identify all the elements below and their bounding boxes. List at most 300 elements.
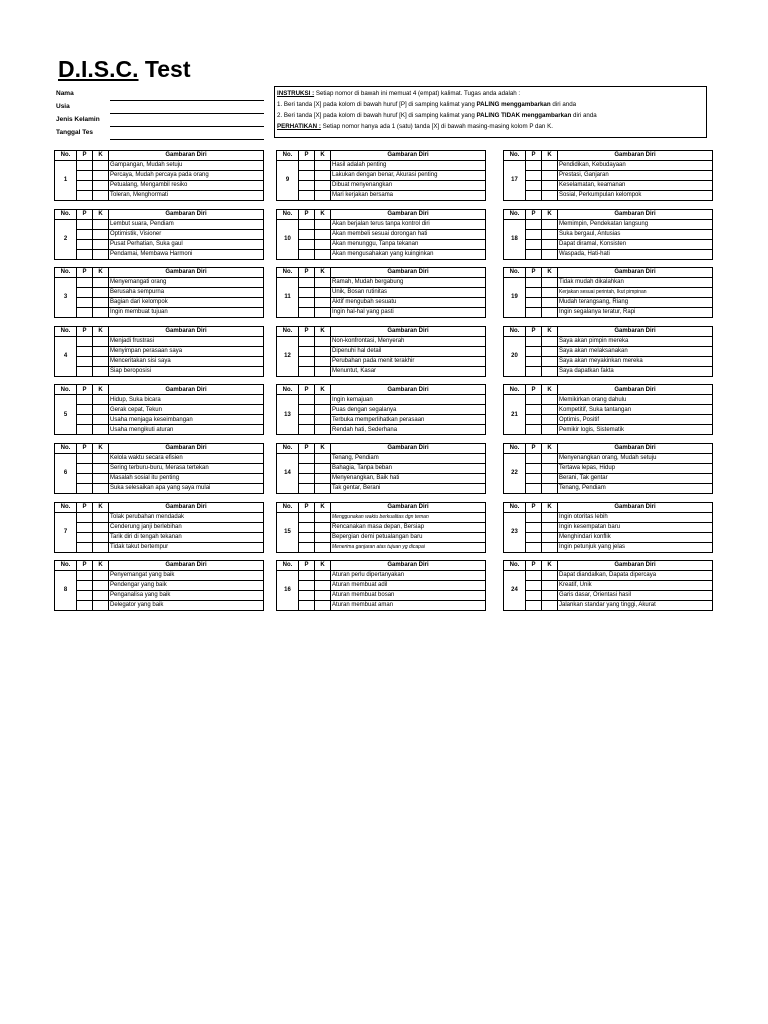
description-header: Gambaran Diri xyxy=(109,385,264,395)
p-checkbox[interactable] xyxy=(77,454,93,464)
k-checkbox[interactable] xyxy=(315,601,331,611)
p-checkbox[interactable] xyxy=(526,239,542,249)
p-checkbox[interactable] xyxy=(526,278,542,288)
k-checkbox[interactable] xyxy=(542,308,558,318)
k-checkbox[interactable] xyxy=(542,346,558,356)
k-checkbox[interactable] xyxy=(315,191,331,201)
statement-row xyxy=(504,454,713,464)
k-checkbox[interactable] xyxy=(315,229,331,239)
k-checkbox[interactable] xyxy=(542,512,558,522)
p-checkbox[interactable] xyxy=(77,581,93,591)
k-header: K xyxy=(93,502,109,512)
k-checkbox[interactable] xyxy=(93,405,109,415)
p-checkbox[interactable] xyxy=(77,366,93,376)
no-header: No. xyxy=(277,151,299,161)
k-checkbox[interactable] xyxy=(542,278,558,288)
question-number: 13 xyxy=(277,395,299,435)
p-checkbox[interactable] xyxy=(526,219,542,229)
statement-row xyxy=(55,219,264,229)
k-checkbox[interactable] xyxy=(315,581,331,591)
statement-text: Masalah sosial itu penting xyxy=(109,474,264,484)
k-checkbox[interactable] xyxy=(93,336,109,346)
no-header: No. xyxy=(55,444,77,454)
k-checkbox[interactable] xyxy=(315,336,331,346)
statement-text: Terbuka memperlihatkan perasaan xyxy=(331,415,486,425)
p-checkbox[interactable] xyxy=(77,239,93,249)
k-checkbox[interactable] xyxy=(542,366,558,376)
k-checkbox[interactable] xyxy=(315,356,331,366)
statement-row xyxy=(504,601,713,611)
statement-row xyxy=(55,191,264,201)
p-checkbox[interactable] xyxy=(526,522,542,532)
k-checkbox[interactable] xyxy=(542,191,558,201)
p-checkbox[interactable] xyxy=(299,308,315,318)
p-checkbox[interactable] xyxy=(526,298,542,308)
question-number: 12 xyxy=(277,336,299,376)
k-checkbox[interactable] xyxy=(315,512,331,522)
p-checkbox[interactable] xyxy=(526,346,542,356)
k-checkbox[interactable] xyxy=(542,581,558,591)
description-header: Gambaran Diri xyxy=(558,444,713,454)
no-header: No. xyxy=(277,385,299,395)
statement-row xyxy=(504,288,713,298)
p-checkbox[interactable] xyxy=(299,522,315,532)
question-block xyxy=(503,209,713,260)
k-checkbox[interactable] xyxy=(93,542,109,552)
p-checkbox[interactable] xyxy=(526,161,542,171)
p-checkbox[interactable] xyxy=(77,181,93,191)
p-checkbox[interactable] xyxy=(77,219,93,229)
p-checkbox[interactable] xyxy=(299,239,315,249)
name-row xyxy=(56,90,264,103)
question-block xyxy=(276,209,486,260)
statement-text: Ingin kemajuan xyxy=(331,395,486,405)
k-checkbox[interactable] xyxy=(315,249,331,259)
p-header: P xyxy=(299,151,315,161)
p-checkbox[interactable] xyxy=(77,425,93,435)
k-checkbox[interactable] xyxy=(542,298,558,308)
k-checkbox[interactable] xyxy=(315,395,331,405)
k-checkbox[interactable] xyxy=(93,181,109,191)
p-checkbox[interactable] xyxy=(526,532,542,542)
k-checkbox[interactable] xyxy=(315,308,331,318)
k-checkbox[interactable] xyxy=(93,601,109,611)
k-checkbox[interactable] xyxy=(93,464,109,474)
k-checkbox[interactable] xyxy=(542,415,558,425)
k-checkbox[interactable] xyxy=(315,571,331,581)
statement-row xyxy=(277,542,486,552)
statement-row xyxy=(55,278,264,288)
p-checkbox[interactable] xyxy=(77,405,93,415)
question-block xyxy=(54,267,264,318)
k-checkbox[interactable] xyxy=(93,356,109,366)
p-checkbox[interactable] xyxy=(526,425,542,435)
instructions-box xyxy=(274,86,707,138)
statement-row xyxy=(277,484,486,494)
p-checkbox[interactable] xyxy=(77,522,93,532)
k-checkbox[interactable] xyxy=(93,454,109,464)
k-checkbox[interactable] xyxy=(315,288,331,298)
p-checkbox[interactable] xyxy=(299,229,315,239)
k-checkbox[interactable] xyxy=(315,532,331,542)
statement-row xyxy=(504,532,713,542)
p-checkbox[interactable] xyxy=(299,542,315,552)
statement-row xyxy=(55,484,264,494)
p-header: P xyxy=(526,151,542,161)
k-checkbox[interactable] xyxy=(315,239,331,249)
p-checkbox[interactable] xyxy=(77,336,93,346)
p-checkbox[interactable] xyxy=(77,474,93,484)
k-checkbox[interactable] xyxy=(93,425,109,435)
statement-text: Dibuat menyenangkan xyxy=(331,181,486,191)
statement-text: Tolak perubahan mendadak xyxy=(109,512,264,522)
k-checkbox[interactable] xyxy=(315,454,331,464)
description-header: Gambaran Diri xyxy=(331,444,486,454)
k-checkbox[interactable] xyxy=(93,298,109,308)
p-checkbox[interactable] xyxy=(77,249,93,259)
p-checkbox[interactable] xyxy=(77,278,93,288)
k-checkbox[interactable] xyxy=(315,464,331,474)
k-checkbox[interactable] xyxy=(542,336,558,346)
k-checkbox[interactable] xyxy=(542,532,558,542)
p-checkbox[interactable] xyxy=(526,249,542,259)
statement-text: Ingin segalanya teratur, Rapi xyxy=(558,308,713,318)
p-checkbox[interactable] xyxy=(299,405,315,415)
p-checkbox[interactable] xyxy=(299,191,315,201)
k-checkbox[interactable] xyxy=(542,464,558,474)
k-checkbox[interactable] xyxy=(542,161,558,171)
p-checkbox[interactable] xyxy=(526,415,542,425)
no-header: No. xyxy=(504,268,526,278)
statement-text: Toleran, Menghormati xyxy=(109,191,264,201)
statement-text: Memimpin, Pendekatan langsung xyxy=(558,219,713,229)
k-checkbox[interactable] xyxy=(542,288,558,298)
p-checkbox[interactable] xyxy=(299,171,315,181)
p-checkbox[interactable] xyxy=(299,474,315,484)
p-checkbox[interactable] xyxy=(526,336,542,346)
no-header: No. xyxy=(277,326,299,336)
instruction-line: 2. Beri tanda [X] pada kolom di bawah huruf [K] di samping kalimat yang PALING TIDAK menggambarkan diri anda xyxy=(277,112,597,119)
statement-row xyxy=(277,298,486,308)
p-checkbox[interactable] xyxy=(299,464,315,474)
description-header: Gambaran Diri xyxy=(109,561,264,571)
p-checkbox[interactable] xyxy=(299,395,315,405)
k-checkbox[interactable] xyxy=(93,591,109,601)
p-checkbox[interactable] xyxy=(77,542,93,552)
k-checkbox[interactable] xyxy=(93,191,109,201)
no-header: No. xyxy=(504,326,526,336)
k-header: K xyxy=(542,151,558,161)
k-checkbox[interactable] xyxy=(315,591,331,601)
k-checkbox[interactable] xyxy=(315,484,331,494)
p-checkbox[interactable] xyxy=(299,298,315,308)
p-checkbox[interactable] xyxy=(299,532,315,542)
k-header: K xyxy=(542,326,558,336)
k-checkbox[interactable] xyxy=(542,571,558,581)
statement-row xyxy=(504,571,713,581)
p-checkbox[interactable] xyxy=(299,601,315,611)
question-block xyxy=(276,150,486,201)
k-checkbox[interactable] xyxy=(542,601,558,611)
date-field[interactable] xyxy=(110,129,264,140)
k-checkbox[interactable] xyxy=(93,161,109,171)
k-checkbox[interactable] xyxy=(93,229,109,239)
p-checkbox[interactable] xyxy=(526,395,542,405)
p-checkbox[interactable] xyxy=(77,191,93,201)
p-checkbox[interactable] xyxy=(77,512,93,522)
k-checkbox[interactable] xyxy=(542,542,558,552)
question-number: 16 xyxy=(277,571,299,611)
p-checkbox[interactable] xyxy=(77,464,93,474)
p-checkbox[interactable] xyxy=(77,591,93,601)
p-header: P xyxy=(526,444,542,454)
p-checkbox[interactable] xyxy=(77,356,93,366)
k-checkbox[interactable] xyxy=(93,581,109,591)
statement-text: Ingin petunjuk yang jelas xyxy=(558,542,713,552)
k-checkbox[interactable] xyxy=(542,395,558,405)
p-checkbox[interactable] xyxy=(526,366,542,376)
p-checkbox[interactable] xyxy=(526,229,542,239)
p-checkbox[interactable] xyxy=(526,581,542,591)
k-checkbox[interactable] xyxy=(93,366,109,376)
statement-text: Akan menunggu, Tanpa tekanan xyxy=(331,239,486,249)
statement-text: Berusaha sempurna xyxy=(109,288,264,298)
k-checkbox[interactable] xyxy=(93,239,109,249)
p-checkbox[interactable] xyxy=(77,308,93,318)
statement-text: Menuntut, Kasar xyxy=(331,366,486,376)
k-checkbox[interactable] xyxy=(542,591,558,601)
statement-text: Perubahan pada menit terakhir xyxy=(331,356,486,366)
k-checkbox[interactable] xyxy=(93,249,109,259)
p-checkbox[interactable] xyxy=(299,161,315,171)
k-checkbox[interactable] xyxy=(542,229,558,239)
statement-text: Dipenuhi hal detail xyxy=(331,346,486,356)
p-checkbox[interactable] xyxy=(299,415,315,425)
p-checkbox[interactable] xyxy=(299,591,315,601)
k-checkbox[interactable] xyxy=(93,219,109,229)
statement-text: Akan membeli sesuai dorongan hati xyxy=(331,229,486,239)
k-checkbox[interactable] xyxy=(93,288,109,298)
k-checkbox[interactable] xyxy=(93,308,109,318)
k-checkbox[interactable] xyxy=(93,532,109,542)
k-checkbox[interactable] xyxy=(93,474,109,484)
p-checkbox[interactable] xyxy=(299,219,315,229)
k-checkbox[interactable] xyxy=(315,298,331,308)
p-checkbox[interactable] xyxy=(526,288,542,298)
p-header: P xyxy=(526,326,542,336)
statement-text: Aktif mengubah sesuatu xyxy=(331,298,486,308)
gender-field[interactable] xyxy=(110,116,264,127)
question-block xyxy=(54,560,264,611)
statement-row xyxy=(277,219,486,229)
p-checkbox[interactable] xyxy=(77,532,93,542)
k-checkbox[interactable] xyxy=(542,405,558,415)
k-checkbox[interactable] xyxy=(93,484,109,494)
k-checkbox[interactable] xyxy=(315,366,331,376)
statement-text: Tertawa lepas, Hidup xyxy=(558,464,713,474)
p-checkbox[interactable] xyxy=(77,415,93,425)
statement-row xyxy=(55,464,264,474)
p-checkbox[interactable] xyxy=(526,484,542,494)
no-header: No. xyxy=(277,502,299,512)
statement-row xyxy=(504,512,713,522)
question-block xyxy=(503,502,713,553)
k-checkbox[interactable] xyxy=(93,346,109,356)
k-checkbox[interactable] xyxy=(93,512,109,522)
p-checkbox[interactable] xyxy=(526,464,542,474)
p-checkbox[interactable] xyxy=(526,542,542,552)
p-checkbox[interactable] xyxy=(77,288,93,298)
statement-row xyxy=(55,346,264,356)
k-checkbox[interactable] xyxy=(542,425,558,435)
statement-text: Tenang, Pendiam xyxy=(331,454,486,464)
statement-text: Pendamai, Membawa Harmoni xyxy=(109,249,264,259)
p-header: P xyxy=(77,268,93,278)
p-checkbox[interactable] xyxy=(77,171,93,181)
question-block xyxy=(503,326,713,377)
p-checkbox[interactable] xyxy=(526,181,542,191)
k-checkbox[interactable] xyxy=(315,542,331,552)
p-checkbox[interactable] xyxy=(299,366,315,376)
k-checkbox[interactable] xyxy=(93,571,109,581)
statement-text: Tarik diri di tengah tekanan xyxy=(109,532,264,542)
statement-text: Saya dapatkan fakta xyxy=(558,366,713,376)
k-checkbox[interactable] xyxy=(315,171,331,181)
statement-row xyxy=(55,161,264,171)
p-checkbox[interactable] xyxy=(77,298,93,308)
p-checkbox[interactable] xyxy=(77,229,93,239)
no-header: No. xyxy=(55,502,77,512)
k-checkbox[interactable] xyxy=(315,425,331,435)
k-checkbox[interactable] xyxy=(542,239,558,249)
k-checkbox[interactable] xyxy=(542,171,558,181)
p-checkbox[interactable] xyxy=(77,601,93,611)
p-checkbox[interactable] xyxy=(299,454,315,464)
statement-text: Unik, Bosan rutinitas xyxy=(331,288,486,298)
p-checkbox[interactable] xyxy=(526,601,542,611)
name-field[interactable] xyxy=(110,90,264,101)
k-checkbox[interactable] xyxy=(542,219,558,229)
statement-text: Sosial, Perkumpulan kelompok xyxy=(558,191,713,201)
statement-row xyxy=(55,542,264,552)
k-header: K xyxy=(315,385,331,395)
k-checkbox[interactable] xyxy=(315,522,331,532)
age-field[interactable] xyxy=(110,103,264,114)
p-checkbox[interactable] xyxy=(526,191,542,201)
statement-row xyxy=(277,522,486,532)
k-checkbox[interactable] xyxy=(542,474,558,484)
question-block xyxy=(276,384,486,435)
statement-row xyxy=(55,405,264,415)
k-checkbox[interactable] xyxy=(93,278,109,288)
p-checkbox[interactable] xyxy=(526,405,542,415)
question-number: 9 xyxy=(277,161,299,201)
title-main: D.I.S.C. xyxy=(58,56,139,82)
p-checkbox[interactable] xyxy=(299,249,315,259)
p-checkbox[interactable] xyxy=(526,571,542,581)
statement-text: Tidak takut bertempur xyxy=(109,542,264,552)
statement-text: Rencanakan masa depan, Bersiap xyxy=(331,522,486,532)
statement-row xyxy=(277,161,486,171)
p-checkbox[interactable] xyxy=(77,161,93,171)
k-checkbox[interactable] xyxy=(93,171,109,181)
k-checkbox[interactable] xyxy=(315,346,331,356)
description-header: Gambaran Diri xyxy=(558,209,713,219)
statement-row xyxy=(504,229,713,239)
p-checkbox[interactable] xyxy=(299,484,315,494)
k-checkbox[interactable] xyxy=(542,356,558,366)
k-checkbox[interactable] xyxy=(93,522,109,532)
k-checkbox[interactable] xyxy=(315,405,331,415)
p-checkbox[interactable] xyxy=(299,288,315,298)
p-checkbox[interactable] xyxy=(526,171,542,181)
k-checkbox[interactable] xyxy=(542,181,558,191)
p-checkbox[interactable] xyxy=(526,308,542,318)
p-checkbox[interactable] xyxy=(299,278,315,288)
p-checkbox[interactable] xyxy=(77,395,93,405)
statement-row xyxy=(504,395,713,405)
description-header: Gambaran Diri xyxy=(331,502,486,512)
k-checkbox[interactable] xyxy=(542,484,558,494)
k-checkbox[interactable] xyxy=(315,219,331,229)
k-checkbox[interactable] xyxy=(315,474,331,484)
p-checkbox[interactable] xyxy=(299,346,315,356)
statement-row xyxy=(277,601,486,611)
question-block xyxy=(54,502,264,553)
statement-text: Saya akan pimpin mereka xyxy=(558,336,713,346)
k-checkbox[interactable] xyxy=(542,454,558,464)
p-checkbox[interactable] xyxy=(77,484,93,494)
p-checkbox[interactable] xyxy=(526,512,542,522)
statement-text: Mudah terangsang, Riang xyxy=(558,298,713,308)
question-block xyxy=(54,443,264,494)
statement-row xyxy=(504,346,713,356)
question-block xyxy=(54,150,264,201)
k-checkbox[interactable] xyxy=(542,522,558,532)
statement-row xyxy=(55,239,264,249)
statement-row xyxy=(504,474,713,484)
p-checkbox[interactable] xyxy=(299,581,315,591)
k-checkbox[interactable] xyxy=(93,395,109,405)
statement-text: Cenderung janji berlebihan xyxy=(109,522,264,532)
p-checkbox[interactable] xyxy=(526,356,542,366)
p-checkbox[interactable] xyxy=(526,474,542,484)
p-checkbox[interactable] xyxy=(299,512,315,522)
p-checkbox[interactable] xyxy=(77,571,93,581)
k-header: K xyxy=(542,209,558,219)
k-checkbox[interactable] xyxy=(315,181,331,191)
p-checkbox[interactable] xyxy=(526,591,542,601)
p-checkbox[interactable] xyxy=(299,356,315,366)
statement-text: Kelola waktu secara efisien xyxy=(109,454,264,464)
p-checkbox[interactable] xyxy=(77,346,93,356)
statement-text: Penganalisa yang baik xyxy=(109,591,264,601)
k-checkbox[interactable] xyxy=(315,415,331,425)
p-checkbox[interactable] xyxy=(299,425,315,435)
p-checkbox[interactable] xyxy=(299,571,315,581)
p-checkbox[interactable] xyxy=(299,181,315,191)
question-block xyxy=(276,443,486,494)
statement-row xyxy=(504,239,713,249)
k-checkbox[interactable] xyxy=(315,278,331,288)
p-checkbox[interactable] xyxy=(299,336,315,346)
k-checkbox[interactable] xyxy=(93,415,109,425)
k-checkbox[interactable] xyxy=(542,249,558,259)
p-checkbox[interactable] xyxy=(526,454,542,464)
k-checkbox[interactable] xyxy=(315,161,331,171)
statement-row xyxy=(504,425,713,435)
statement-row xyxy=(504,591,713,601)
